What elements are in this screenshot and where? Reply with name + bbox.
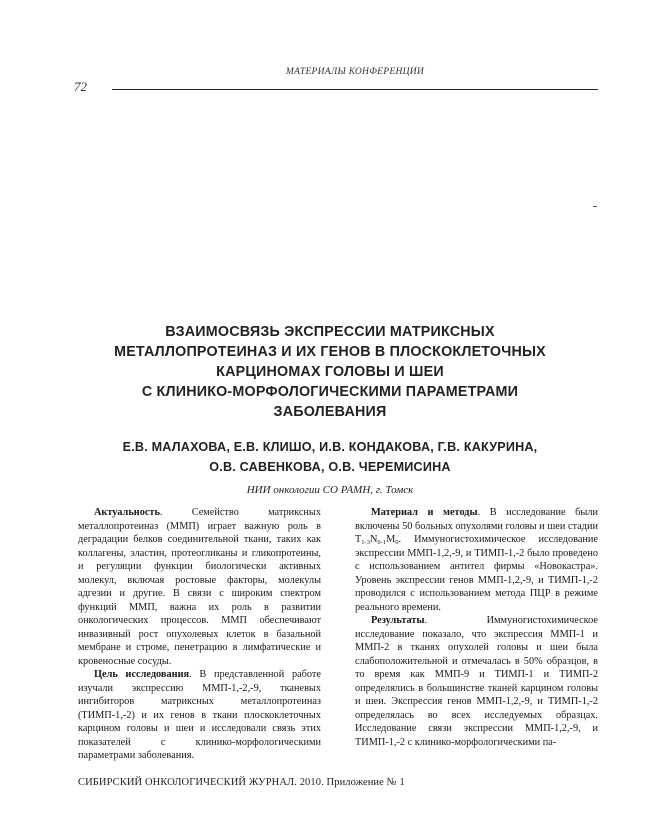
aim-text: . В представленной работе изучали экспрессию ММП-1,-2,-9, тканевых ингибиторов матриксных металлопротеиназ (ТИМП-1,-2) и их генов в ткани плоскоклеточных карцином головы и шеи и исследовали связь этих показателей с клинико-морфологическими параметрами заболевания. xyxy=(78,669,321,761)
stray-mark xyxy=(593,206,597,207)
stage-m: M xyxy=(386,534,396,545)
aim-label: Цель исследования xyxy=(94,669,190,680)
aim-paragraph xyxy=(78,668,321,763)
results-text: . Иммуногистохимическое исследование показало, что экспрессия ММП-1 и ММП-2 в тканях опухолей головы и шеи была слабоположительной и отмечалась в 50% образцов, в то время как ММП-9 и ТИМП-1 и ТИМП-2 определялись в большинстве тканей карцином головы и шеи. Экспрессия генов ММП-1,2,-9, и ТИМП-1,-2 определялась во всех исследуемых образцах. Исследование связи экспрессии ММП-1,2,-9, и ТИМП-1,-2 с клинико-морфологическими па- xyxy=(355,615,598,748)
article-title xyxy=(70,322,590,422)
affiliation: НИИ онкологии СО РАМН, г. Томск xyxy=(246,484,414,496)
page-number: 72 xyxy=(74,79,87,94)
stage-t-subscript: 1-3 xyxy=(361,539,370,546)
title-line: ВЗАИМОСВЯЗЬ ЭКСПРЕССИИ МАТРИКСНЫХ xyxy=(165,324,495,340)
title-line: С КЛИНИКО-МОРФОЛОГИЧЕСКИМИ ПАРАМЕТРАМИ xyxy=(141,384,519,400)
journal-footer: СИБИРСКИЙ ОНКОЛОГИЧЕСКИЙ ЖУРНАЛ. 2010. Приложение № 1 xyxy=(78,777,405,788)
right-column xyxy=(355,506,598,749)
stage-n-subscript: 0-1 xyxy=(377,539,387,546)
methods-paragraph xyxy=(355,506,598,614)
title-line: КАРЦИНОМАХ ГОЛОВЫ И ШЕИ xyxy=(216,364,444,380)
title-line: ЗАБОЛЕВАНИЯ xyxy=(273,404,387,420)
results-label: Результаты xyxy=(371,615,425,626)
results-paragraph xyxy=(355,614,598,749)
authors-line: Е.В. МАЛАХОВА, Е.В. КЛИШО, И.В. КОНДАКОВА, Г.В. КАКУРИНА, xyxy=(122,440,538,454)
methods-text-continued: . Иммуногистохимическое исследование экспрессии ММП-1,2,-9, и ТИМП-1,-2 было проведено с использованием антител фирмы «Новокастра». Уровень экспрессии генов ММП-1,2,-9, и ТИМП-1,-2 проводился с использованием метода ПЦР в режиме реального времени. xyxy=(355,534,598,613)
authors xyxy=(60,437,600,477)
header-rule xyxy=(112,89,598,90)
methods-label: Материал и методы xyxy=(371,507,478,518)
stage-n: N xyxy=(369,534,378,545)
authors-line: О.В. САВЕНКОВА, О.В. ЧЕРЕМИСИНА xyxy=(209,460,451,474)
left-column xyxy=(78,506,321,763)
stage-m-subscript: 0 xyxy=(395,539,399,546)
relevance-text: . Семейство матриксных металлопротеиназ (ММП) играет важную роль в деградации белков соединительной ткани, таких как коллагены, эластин, протеогликаны и гликопротеины, и регуляции функции биологически активных молекул, включая ростовые факторы, молекулы адгезии и другие. В связи с широким спектром функций ММП, важна их роль в развитии онкологических процессов. ММП обеспечивают инвазивный рост опухолевых клеток в базальной мембране и строме, пенетрацию в лимфатические и кровеносные сосуды. xyxy=(78,507,321,667)
title-line: МЕТАЛЛОПРОТЕИНАЗ И ИХ ГЕНОВ В ПЛОСКОКЛЕТОЧНЫХ xyxy=(114,344,546,360)
relevance-paragraph xyxy=(78,506,321,668)
relevance-label: Актуальность xyxy=(94,507,160,518)
methods-text: . В исследование были включены 50 больных опухолями головы и шеи стадии T xyxy=(355,507,598,545)
running-header: МАТЕРИАЛЫ КОНФЕРЕНЦИИ xyxy=(285,67,425,77)
